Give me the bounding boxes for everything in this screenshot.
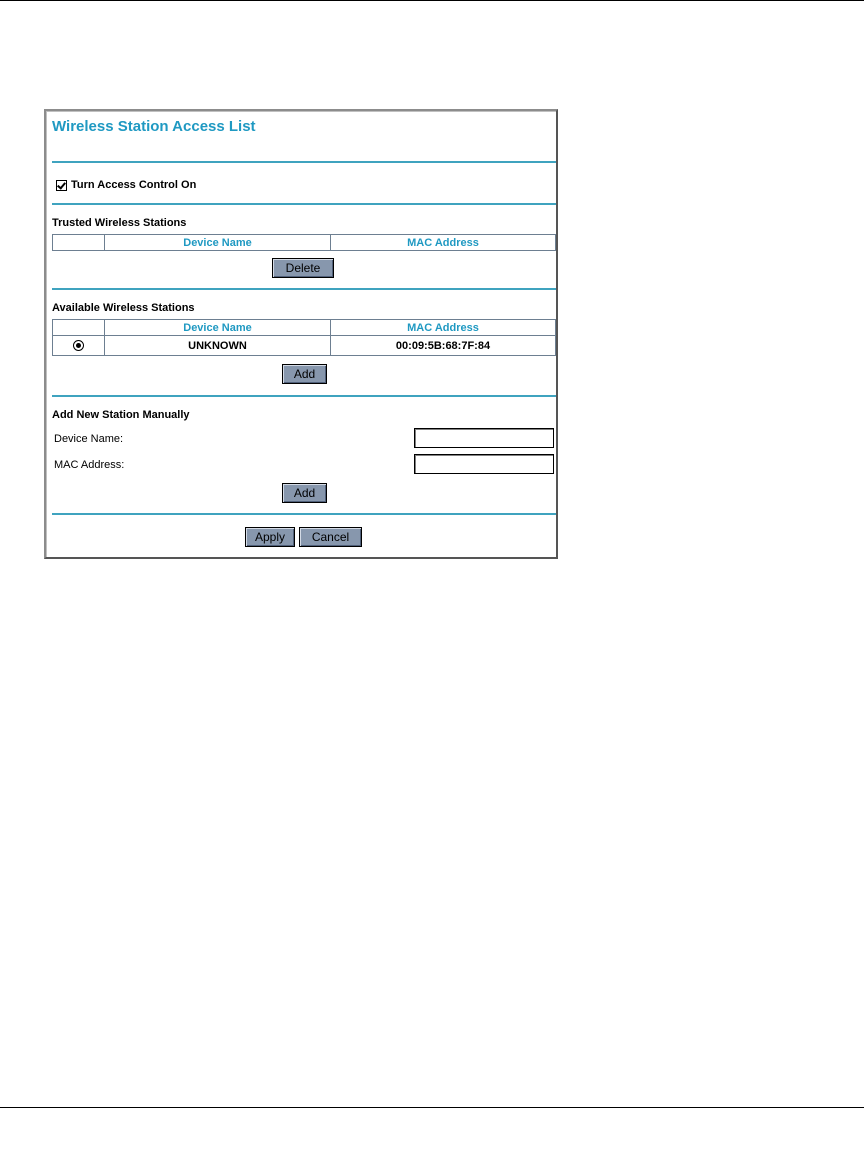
divider — [52, 395, 556, 397]
page-bottom-rule — [0, 1107, 864, 1108]
divider — [52, 513, 556, 515]
table-row[interactable] — [53, 336, 556, 356]
station-select-cell[interactable] — [53, 336, 105, 356]
page-title: Wireless Station Access List — [52, 118, 256, 135]
delete-button[interactable]: Delete — [272, 258, 334, 278]
manual-section-label: Add New Station Manually — [52, 409, 190, 421]
mac-address-input[interactable] — [414, 454, 554, 474]
device-name-input[interactable] — [414, 428, 554, 448]
trusted-section-label: Trusted Wireless Stations — [52, 217, 187, 229]
device-name-label: Device Name: — [54, 433, 124, 445]
device-name-column-header: Device Name — [105, 235, 331, 251]
mac-address-column-header: MAC Address — [331, 320, 556, 336]
access-control-checkbox[interactable] — [56, 180, 67, 191]
access-list-panel — [44, 109, 558, 559]
page-top-rule — [0, 0, 864, 1]
trusted-stations-table — [52, 234, 556, 251]
select-column-header — [53, 235, 105, 251]
cancel-button[interactable]: Cancel — [299, 527, 362, 547]
station-mac-address: 00:09:5B:68:7F:84 — [331, 336, 556, 356]
divider — [52, 161, 556, 163]
table-header-row — [53, 235, 556, 251]
device-name-column-header: Device Name — [105, 320, 331, 336]
divider — [52, 203, 556, 205]
select-column-header — [53, 320, 105, 336]
available-section-label: Available Wireless Stations — [52, 302, 195, 314]
add-available-button[interactable]: Add — [282, 364, 327, 384]
mac-address-label: MAC Address: — [54, 459, 125, 471]
access-control-row[interactable] — [56, 179, 196, 191]
add-manual-button[interactable]: Add — [282, 483, 327, 503]
mac-address-column-header: MAC Address — [331, 235, 556, 251]
divider — [52, 288, 556, 290]
apply-button[interactable]: Apply — [245, 527, 295, 547]
table-header-row — [53, 320, 556, 336]
station-radio[interactable] — [73, 340, 84, 351]
available-stations-table — [52, 319, 556, 356]
station-device-name: UNKNOWN — [105, 336, 331, 356]
access-control-label: Turn Access Control On — [71, 179, 197, 191]
